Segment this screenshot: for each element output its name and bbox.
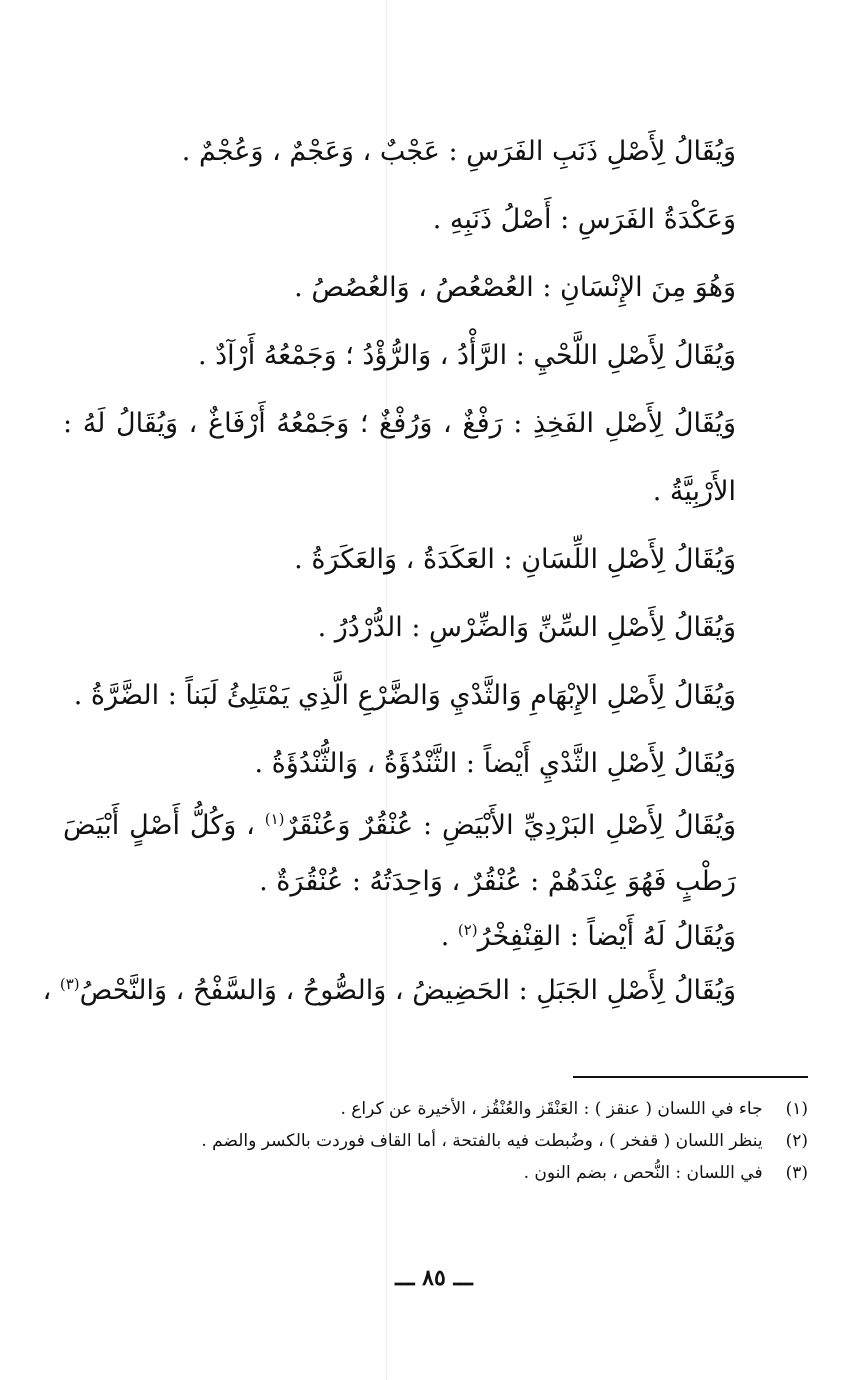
paragraph-text: وَيُقَالُ لِأَصْلِ البَرْدِيِّ الأَبْيَضِ : عُنْقُرٌ وَعُنْقَرٌ (284, 810, 736, 841)
paragraph-with-footnote (63, 910, 808, 964)
footnote-ref: (١) (264, 810, 285, 828)
paragraph-text: وَيُقَالُ لَهُ أَيْضاً : القِنْفِخْرُ (477, 921, 736, 952)
paragraph: وَيُقَالُ لِأَصْلِ السِّنِّ وَالضِّرْسِ : الدُّرْدُرُ . (317, 612, 736, 643)
footnote (63, 1093, 808, 1125)
footnote-text: ينظر اللسان ( قفخر ) ، وضُبطت فيه بالفتحة ، أما القاف فوردت بالكسر والضم . (201, 1131, 763, 1151)
footnote (63, 1157, 808, 1189)
footnote-ref: (٣) (59, 975, 80, 993)
paragraph: وَيُقَالُ لِأَصْلِ الإِبْهَامِ وَالثَّدْيِ وَالضَّرْعِ الَّذِي يَمْتَلِئُ لَبَناً : الضَّرَّةُ . (73, 680, 736, 711)
footnote-ref: (٢) (457, 921, 478, 939)
paragraph-text: ، (42, 975, 60, 1006)
paragraph-with-footnote (63, 798, 808, 910)
main-text (42, 118, 808, 1018)
paragraph: وَيُقَالُ لِأَصْلِ الثَّدْيِ أَيْضاً : الثَّنْدُؤَةُ ، وَالثُّنْدُؤَةُ . (254, 748, 736, 779)
paragraph-text: ، وَكُلُّ أَصْلٍ أَبْيَضَ رَطْبٍ فَهُوَ عِنْدَهُمْ : عُنْقُرٌ ، وَاحِدَتُهُ : عُنْقُرَةٌ . (63, 810, 736, 897)
paragraph: وَيُقَالُ لِأَصْلِ الفَخِذِ : رَفْغٌ ، وَرُفْغٌ ؛ وَجَمْعُهُ أَرْفَاغٌ ، وَيُقَالُ لَهُ : الأَرْبِيَّةُ . (63, 408, 736, 507)
footnote-number: (٢) (785, 1131, 808, 1151)
paragraph: وَيُقَالُ لِأَصْلِ ذَنَبِ الفَرَسِ : عَجْبٌ ، وَعَجْمٌ ، وَعُجْمٌ . (181, 136, 736, 167)
footnote-text: جاء في اللسان ( عنقز ) : العَنْقَز والعُنْقُز ، الأخيرة عن كراع . (340, 1099, 763, 1119)
paragraph: وَيُقَالُ لِأَصْلِ اللَّحْيِ : الرَّأْدُ ، وَالرُّؤْدُ ؛ وَجَمْعُهُ أَرْآدٌ . (197, 340, 736, 371)
paragraph-with-footnote (42, 964, 808, 1018)
paragraph-text: وَيُقَالُ لِأَصْلِ الجَبَلِ : الحَضِيضُ ، وَالصُّوحُ ، وَالسَّفْحُ ، وَالنَّحْصُ (79, 975, 736, 1006)
footnote-text: في اللسان : النُّحص ، بضم النون . (523, 1163, 763, 1183)
footnotes (63, 1093, 808, 1189)
paragraph: وَهُوَ مِنَ الإِنْسَانِ : العُصْعُصُ ، وَالعُصُصُ . (294, 272, 736, 303)
footnote-separator (573, 1076, 808, 1078)
paragraph: وَعَكْدَةُ الفَرَسِ : أَصْلُ ذَنَبِهِ . (432, 204, 736, 235)
footnote (63, 1125, 808, 1157)
page-number: ـــ ٨٥ ـــ (395, 1265, 473, 1291)
footnote-number: (٣) (785, 1163, 808, 1183)
paragraph-text: . (440, 921, 458, 952)
paragraph: وَيُقَالُ لِأَصْلِ اللِّسَانِ : العَكَدَةُ ، وَالعَكَرَةُ . (294, 544, 736, 575)
footnote-number: (١) (785, 1099, 808, 1119)
